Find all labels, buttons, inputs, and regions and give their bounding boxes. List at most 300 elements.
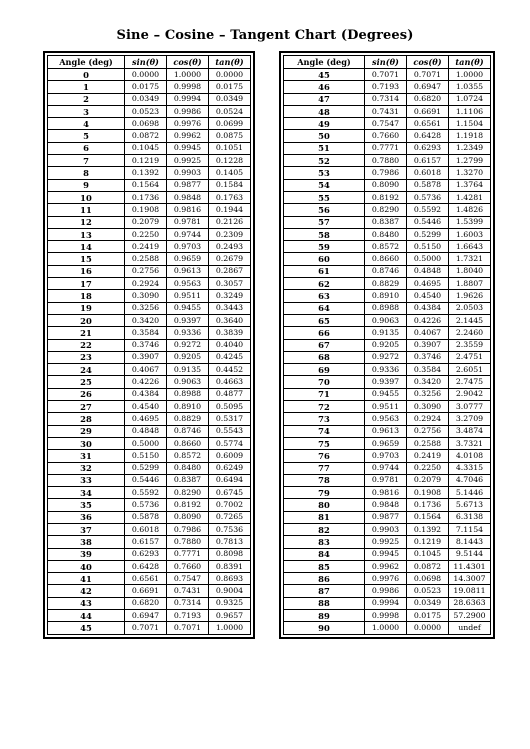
tan-cell: 1.2799 — [449, 155, 491, 167]
cos-cell: 0.4067 — [407, 327, 449, 339]
cos-cell: 0.9986 — [167, 105, 209, 117]
cos-cell: 0.6157 — [407, 155, 449, 167]
angle-cell: 31 — [48, 450, 125, 462]
cos-cell: 0.8829 — [167, 413, 209, 425]
table-row — [284, 81, 491, 93]
cos-cell: 0.1564 — [407, 511, 449, 523]
table-row — [284, 425, 491, 437]
angle-cell: 3 — [48, 105, 125, 117]
table-row — [48, 622, 251, 634]
angle-cell: 74 — [284, 425, 365, 437]
table-row — [284, 597, 491, 609]
tan-cell: 0.5774 — [209, 437, 251, 449]
header-angle: Angle (deg) — [284, 56, 365, 69]
header-tan: tan(θ) — [449, 56, 491, 69]
sin-cell: 0.0000 — [125, 69, 167, 81]
sin-cell: 0.9659 — [365, 437, 407, 449]
cos-cell: 0.9877 — [167, 179, 209, 191]
tan-cell: 8.1443 — [449, 536, 491, 548]
sin-cell: 0.9272 — [365, 351, 407, 363]
table-row — [284, 179, 491, 191]
cos-cell: 0.3090 — [407, 401, 449, 413]
tan-cell: 0.7536 — [209, 523, 251, 535]
cos-cell: 0.2924 — [407, 413, 449, 425]
table-row — [48, 278, 251, 290]
sin-cell: 0.1392 — [125, 167, 167, 179]
sin-cell: 0.3746 — [125, 339, 167, 351]
tan-cell: 1.8807 — [449, 278, 491, 290]
sin-cell: 0.7314 — [365, 93, 407, 105]
sin-cell: 0.6691 — [125, 585, 167, 597]
angle-cell: 45 — [284, 69, 365, 81]
sin-cell: 0.8746 — [365, 265, 407, 277]
tan-cell: 0.8693 — [209, 573, 251, 585]
tan-cell: 0.1051 — [209, 142, 251, 154]
angle-cell: 7 — [48, 155, 125, 167]
sin-cell: 0.9816 — [365, 487, 407, 499]
cos-cell: 0.9903 — [167, 167, 209, 179]
cos-cell: 0.9781 — [167, 216, 209, 228]
tan-cell: undef — [449, 622, 491, 634]
sin-cell: 0.8090 — [365, 179, 407, 191]
tan-cell: 0.5543 — [209, 425, 251, 437]
angle-cell: 65 — [284, 314, 365, 326]
table-row — [48, 191, 251, 203]
tan-cell: 2.1445 — [449, 314, 491, 326]
cos-cell: 0.3420 — [407, 376, 449, 388]
sin-cell: 0.8480 — [365, 228, 407, 240]
table-row — [48, 93, 251, 105]
cos-cell: 0.9976 — [167, 118, 209, 130]
sin-cell: 0.8192 — [365, 191, 407, 203]
cos-cell: 0.6947 — [407, 81, 449, 93]
sin-cell: 0.9205 — [365, 339, 407, 351]
angle-cell: 49 — [284, 118, 365, 130]
table-row — [48, 597, 251, 609]
sin-cell: 0.6157 — [125, 536, 167, 548]
table-row — [48, 437, 251, 449]
sin-cell: 0.9945 — [365, 548, 407, 560]
sin-cell: 0.2250 — [125, 228, 167, 240]
table-row — [284, 155, 491, 167]
cos-cell: 0.9135 — [167, 364, 209, 376]
table-row — [48, 388, 251, 400]
angle-cell: 62 — [284, 278, 365, 290]
tan-cell: 0.8391 — [209, 560, 251, 572]
cos-cell: 0.1736 — [407, 499, 449, 511]
angle-cell: 14 — [48, 241, 125, 253]
header-cos: cos(θ) — [167, 56, 209, 69]
table-row — [284, 216, 491, 228]
cos-cell: 0.7431 — [167, 585, 209, 597]
angle-cell: 87 — [284, 585, 365, 597]
cos-cell: 0.8290 — [167, 487, 209, 499]
sin-cell: 0.7771 — [365, 142, 407, 154]
tan-cell: 0.1584 — [209, 179, 251, 191]
angle-cell: 47 — [284, 93, 365, 105]
header-angle: Angle (deg) — [48, 56, 125, 69]
angle-cell: 56 — [284, 204, 365, 216]
angle-cell: 5 — [48, 130, 125, 142]
table-row — [284, 450, 491, 462]
sin-cell: 0.9848 — [365, 499, 407, 511]
sin-cell: 0.5878 — [125, 511, 167, 523]
tan-cell: 1.0000 — [209, 622, 251, 634]
tan-cell: 0.9657 — [209, 610, 251, 622]
cos-cell: 0.0175 — [407, 610, 449, 622]
sin-cell: 0.9563 — [365, 413, 407, 425]
sin-cell: 0.9925 — [365, 536, 407, 548]
table-row — [284, 511, 491, 523]
cos-cell: 0.7986 — [167, 523, 209, 535]
angle-cell: 1 — [48, 81, 125, 93]
cos-cell: 0.7314 — [167, 597, 209, 609]
tan-cell: 0.2126 — [209, 216, 251, 228]
sin-cell: 0.0872 — [125, 130, 167, 142]
table-row — [48, 351, 251, 363]
tan-cell: 2.3559 — [449, 339, 491, 351]
cos-cell: 1.0000 — [167, 69, 209, 81]
cos-cell: 0.7880 — [167, 536, 209, 548]
table-row — [284, 437, 491, 449]
angle-cell: 18 — [48, 290, 125, 302]
table-row — [284, 585, 491, 597]
tan-cell: 0.4452 — [209, 364, 251, 376]
table-header-row — [48, 56, 251, 69]
tan-cell: 0.4663 — [209, 376, 251, 388]
angle-cell: 63 — [284, 290, 365, 302]
sin-cell: 0.5736 — [125, 499, 167, 511]
table-row — [284, 610, 491, 622]
table-row — [48, 450, 251, 462]
table-row — [48, 401, 251, 413]
angle-cell: 64 — [284, 302, 365, 314]
cos-cell: 0.4384 — [407, 302, 449, 314]
cos-cell: 0.7547 — [167, 573, 209, 585]
tan-cell: 2.9042 — [449, 388, 491, 400]
angle-cell: 60 — [284, 253, 365, 265]
sin-cell: 0.1736 — [125, 191, 167, 203]
sin-cell: 0.1908 — [125, 204, 167, 216]
angle-cell: 30 — [48, 437, 125, 449]
tan-cell: 4.0108 — [449, 450, 491, 462]
angle-cell: 24 — [48, 364, 125, 376]
angle-cell: 17 — [48, 278, 125, 290]
cos-cell: 0.9816 — [167, 204, 209, 216]
table-row — [284, 560, 491, 572]
sin-cell: 0.7071 — [125, 622, 167, 634]
angle-cell: 77 — [284, 462, 365, 474]
table-row — [48, 610, 251, 622]
table-row — [284, 536, 491, 548]
sin-cell: 0.9703 — [365, 450, 407, 462]
tan-cell: 0.0524 — [209, 105, 251, 117]
tan-cell: 1.8040 — [449, 265, 491, 277]
angle-cell: 9 — [48, 179, 125, 191]
table-row — [48, 167, 251, 179]
tan-cell: 1.1504 — [449, 118, 491, 130]
table-row — [284, 191, 491, 203]
table-row — [48, 585, 251, 597]
tan-cell: 2.2460 — [449, 327, 491, 339]
cos-cell: 0.9455 — [167, 302, 209, 314]
sin-cell: 0.7071 — [365, 69, 407, 81]
sin-cell: 0.9986 — [365, 585, 407, 597]
sin-cell: 0.9998 — [365, 610, 407, 622]
table-row — [284, 548, 491, 560]
sin-cell: 0.1219 — [125, 155, 167, 167]
angle-cell: 53 — [284, 167, 365, 179]
cos-cell: 0.9511 — [167, 290, 209, 302]
tan-cell: 1.4281 — [449, 191, 491, 203]
sin-cell: 0.4384 — [125, 388, 167, 400]
sin-cell: 0.2756 — [125, 265, 167, 277]
sin-cell: 0.3907 — [125, 351, 167, 363]
angle-cell: 13 — [48, 228, 125, 240]
sin-cell: 0.7986 — [365, 167, 407, 179]
tan-cell: 19.0811 — [449, 585, 491, 597]
sin-cell: 0.6820 — [125, 597, 167, 609]
cos-cell: 0.8192 — [167, 499, 209, 511]
tan-cell: 0.4245 — [209, 351, 251, 363]
table-row — [284, 93, 491, 105]
angle-cell: 6 — [48, 142, 125, 154]
sin-cell: 0.0698 — [125, 118, 167, 130]
table-row — [48, 499, 251, 511]
angle-cell: 75 — [284, 437, 365, 449]
tan-cell: 3.4874 — [449, 425, 491, 437]
sin-cell: 0.0523 — [125, 105, 167, 117]
angle-cell: 84 — [284, 548, 365, 560]
cos-cell: 0.2079 — [407, 474, 449, 486]
sin-cell: 0.4226 — [125, 376, 167, 388]
tan-cell: 0.3839 — [209, 327, 251, 339]
cos-cell: 0.9063 — [167, 376, 209, 388]
cos-cell: 0.7193 — [167, 610, 209, 622]
sin-cell: 0.6947 — [125, 610, 167, 622]
cos-cell: 0.2756 — [407, 425, 449, 437]
cos-cell: 0.8572 — [167, 450, 209, 462]
header-tan: tan(θ) — [209, 56, 251, 69]
cos-cell: 0.2419 — [407, 450, 449, 462]
table-row — [48, 573, 251, 585]
angle-cell: 21 — [48, 327, 125, 339]
cos-cell: 0.6293 — [407, 142, 449, 154]
tan-cell: 1.6643 — [449, 241, 491, 253]
table-row — [48, 69, 251, 81]
table-row — [48, 118, 251, 130]
table-row — [284, 241, 491, 253]
angle-cell: 89 — [284, 610, 365, 622]
angle-cell: 29 — [48, 425, 125, 437]
angle-cell: 86 — [284, 573, 365, 585]
sin-cell: 0.9994 — [365, 597, 407, 609]
sin-cell: 0.9135 — [365, 327, 407, 339]
tan-cell: 0.3249 — [209, 290, 251, 302]
tan-cell: 0.8098 — [209, 548, 251, 560]
angle-cell: 44 — [48, 610, 125, 622]
cos-cell: 0.3907 — [407, 339, 449, 351]
tan-cell: 1.0000 — [449, 69, 491, 81]
table-row — [48, 487, 251, 499]
sin-cell: 0.5299 — [125, 462, 167, 474]
sin-cell: 0.1045 — [125, 142, 167, 154]
table-row — [48, 548, 251, 560]
sin-cell: 0.5000 — [125, 437, 167, 449]
angle-cell: 51 — [284, 142, 365, 154]
table-row — [284, 499, 491, 511]
sin-cell: 0.9877 — [365, 511, 407, 523]
tan-cell: 1.1106 — [449, 105, 491, 117]
tan-cell: 0.1405 — [209, 167, 251, 179]
page-title: Sine – Cosine – Tangent Chart (Degrees) — [116, 28, 414, 43]
tan-cell: 1.6003 — [449, 228, 491, 240]
cos-cell: 0.9613 — [167, 265, 209, 277]
sin-cell: 0.9063 — [365, 314, 407, 326]
angle-cell: 85 — [284, 560, 365, 572]
sin-cell: 0.4848 — [125, 425, 167, 437]
angle-cell: 8 — [48, 167, 125, 179]
tan-cell: 0.0349 — [209, 93, 251, 105]
sin-cell: 0.9903 — [365, 523, 407, 535]
tan-cell: 1.3764 — [449, 179, 491, 191]
tan-cell: 0.7813 — [209, 536, 251, 548]
cos-cell: 0.6820 — [407, 93, 449, 105]
table-row — [48, 560, 251, 572]
angle-cell: 20 — [48, 314, 125, 326]
tan-cell: 0.6249 — [209, 462, 251, 474]
tan-cell: 1.0724 — [449, 93, 491, 105]
table-row — [48, 253, 251, 265]
cos-cell: 0.9336 — [167, 327, 209, 339]
angle-cell: 36 — [48, 511, 125, 523]
angle-cell: 19 — [48, 302, 125, 314]
cos-cell: 0.9744 — [167, 228, 209, 240]
table-row — [48, 413, 251, 425]
tan-cell: 0.5317 — [209, 413, 251, 425]
sin-cell: 0.4067 — [125, 364, 167, 376]
sin-cell: 0.7660 — [365, 130, 407, 142]
table-row — [284, 105, 491, 117]
angle-cell: 37 — [48, 523, 125, 535]
table-row — [48, 425, 251, 437]
sin-cell: 0.3584 — [125, 327, 167, 339]
tan-cell: 1.1918 — [449, 130, 491, 142]
cos-cell: 0.0000 — [407, 622, 449, 634]
angle-cell: 59 — [284, 241, 365, 253]
table-row — [284, 523, 491, 535]
table-row — [48, 155, 251, 167]
cos-cell: 0.8660 — [167, 437, 209, 449]
cos-cell: 0.8387 — [167, 474, 209, 486]
cos-cell: 0.4695 — [407, 278, 449, 290]
cos-cell: 0.5736 — [407, 191, 449, 203]
table-row — [284, 118, 491, 130]
table-row — [284, 228, 491, 240]
table-row — [284, 327, 491, 339]
sin-cell: 0.7547 — [365, 118, 407, 130]
table-row — [48, 130, 251, 142]
sin-cell: 0.4695 — [125, 413, 167, 425]
cos-cell: 0.8746 — [167, 425, 209, 437]
angle-cell: 16 — [48, 265, 125, 277]
cos-cell: 0.5592 — [407, 204, 449, 216]
tan-cell: 5.1446 — [449, 487, 491, 499]
angle-cell: 61 — [284, 265, 365, 277]
tan-cell: 4.3315 — [449, 462, 491, 474]
table-row — [48, 216, 251, 228]
angle-cell: 0 — [48, 69, 125, 81]
angle-cell: 4 — [48, 118, 125, 130]
table-row — [284, 376, 491, 388]
sin-cell: 0.8387 — [365, 216, 407, 228]
left-table-frame — [43, 51, 255, 639]
table-row — [284, 142, 491, 154]
cos-cell: 0.9994 — [167, 93, 209, 105]
angle-cell: 23 — [48, 351, 125, 363]
cos-cell: 0.2250 — [407, 462, 449, 474]
tan-cell: 0.1228 — [209, 155, 251, 167]
cos-cell: 0.9272 — [167, 339, 209, 351]
angle-cell: 22 — [48, 339, 125, 351]
cos-cell: 0.7660 — [167, 560, 209, 572]
tan-cell: 0.2309 — [209, 228, 251, 240]
angle-cell: 48 — [284, 105, 365, 117]
tan-cell: 0.6494 — [209, 474, 251, 486]
table-row — [284, 314, 491, 326]
cos-cell: 0.9998 — [167, 81, 209, 93]
sin-cell: 0.5150 — [125, 450, 167, 462]
table-row — [284, 265, 491, 277]
header-sin: sin(θ) — [125, 56, 167, 69]
sin-cell: 0.5592 — [125, 487, 167, 499]
angle-cell: 45 — [48, 622, 125, 634]
cos-cell: 0.5150 — [407, 241, 449, 253]
tan-cell: 7.1154 — [449, 523, 491, 535]
angle-cell: 12 — [48, 216, 125, 228]
table-row — [48, 228, 251, 240]
table-row — [284, 302, 491, 314]
cos-cell: 0.7071 — [407, 69, 449, 81]
angle-cell: 39 — [48, 548, 125, 560]
cos-cell: 0.1045 — [407, 548, 449, 560]
cos-cell: 0.0523 — [407, 585, 449, 597]
table-row — [48, 327, 251, 339]
cos-cell: 0.8480 — [167, 462, 209, 474]
right-table-frame — [279, 51, 495, 639]
tan-cell: 3.7321 — [449, 437, 491, 449]
angle-cell: 58 — [284, 228, 365, 240]
angle-cell: 46 — [284, 81, 365, 93]
angle-cell: 40 — [48, 560, 125, 572]
table-row — [48, 511, 251, 523]
tan-cell: 0.2493 — [209, 241, 251, 253]
angle-cell: 38 — [48, 536, 125, 548]
tan-cell: 2.7475 — [449, 376, 491, 388]
tan-cell: 0.0175 — [209, 81, 251, 93]
angle-cell: 2 — [48, 93, 125, 105]
sin-cell: 0.9613 — [365, 425, 407, 437]
cos-cell: 0.9962 — [167, 130, 209, 142]
table-row — [284, 462, 491, 474]
sin-cell: 0.6018 — [125, 523, 167, 535]
table-header-row — [284, 56, 491, 69]
angle-cell: 70 — [284, 376, 365, 388]
angle-cell: 35 — [48, 499, 125, 511]
table-row — [48, 364, 251, 376]
cos-cell: 0.5000 — [407, 253, 449, 265]
table-row — [284, 573, 491, 585]
